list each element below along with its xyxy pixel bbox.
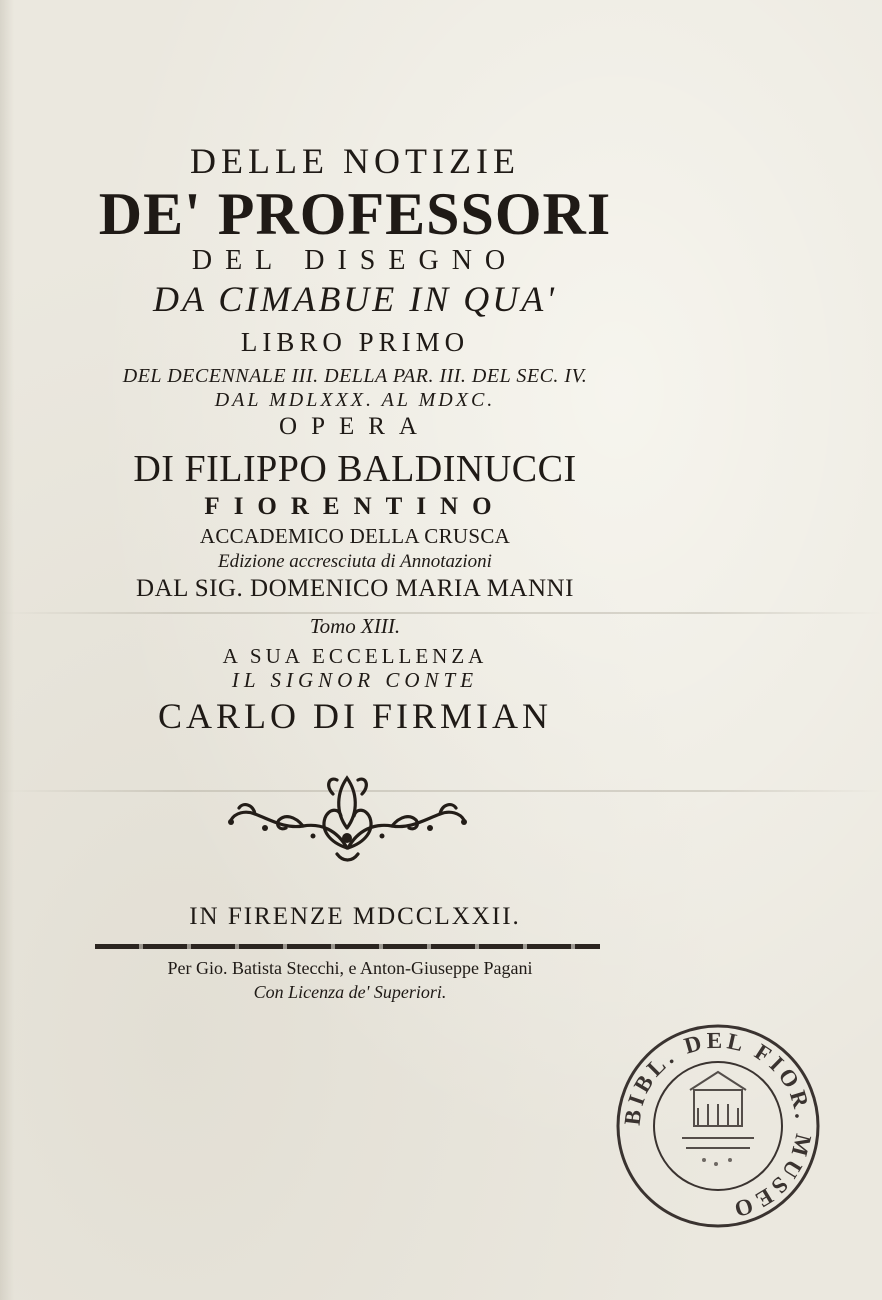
imprint-place-date: IN FIRENZE MDCCLXXII.: [189, 903, 521, 930]
author-origin-line: FIORENTINO: [204, 493, 506, 520]
title-line-2: DE' PROFESSORI: [98, 181, 612, 247]
library-stamp-icon: [612, 1020, 824, 1232]
title-line-3: DEL DISEGNO: [191, 245, 519, 276]
title-line-4: DA CIMABUE IN QUA': [153, 279, 557, 319]
title-line-1: DELLE NOTIZIE: [190, 141, 520, 181]
book-line: LIBRO PRIMO: [240, 327, 470, 357]
dedication-line-2: IL SIGNOR CONTE: [231, 668, 479, 692]
author-line: DI FILIPPO BALDINUCCI: [133, 448, 577, 490]
volume-line: Tomo XIII.: [309, 614, 401, 638]
divider-rule: [95, 944, 600, 949]
dedication-line-1: A SUA ECCELLENZA: [222, 644, 488, 668]
printers-ornament-icon: [225, 768, 470, 864]
date-range-line: DAL MDLXXX. AL MDXC.: [214, 389, 496, 411]
edition-line: Edizione accresciuta di Annotazioni: [218, 551, 492, 572]
dedicatee-line: CARLO DI FIRMIAN: [157, 696, 552, 736]
opera-line: OPERA: [279, 413, 431, 440]
imprint-printers: Per Gio. Batista Stecchi, e Anton-Giuseppe Pagani: [167, 958, 533, 978]
editor-line: DAL SIG. DOMENICO MARIA MANNI: [136, 575, 574, 602]
stamp-text: BIBL. DEL FIOR. MUSEO: [619, 1027, 817, 1224]
section-line: DEL DECENNALE III. DELLA PAR. III. DEL SEC. IV.: [122, 365, 588, 387]
imprint-license: Con Licenza de' Superiori.: [253, 982, 447, 1002]
academy-line: ACCADEMICO DELLA CRUSCA: [199, 524, 511, 548]
